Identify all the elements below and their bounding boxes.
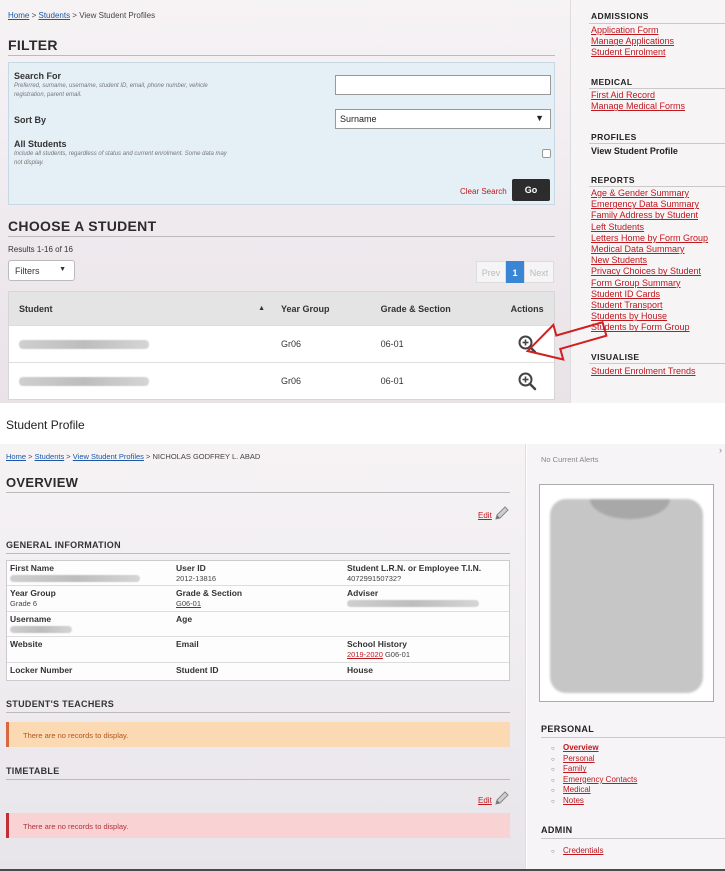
sidebar-link[interactable]: Age & Gender Summary <box>591 188 690 198</box>
student-photo <box>550 499 703 693</box>
pencil-icon[interactable] <box>494 505 510 521</box>
sidebar-link[interactable]: Letters Home by Form Group <box>591 232 709 243</box>
redacted-student-name <box>19 340 149 349</box>
arrow-annotation <box>522 310 612 376</box>
breadcrumb-current: View Student Profiles <box>79 11 156 20</box>
clear-search-link[interactable]: Clear Search <box>460 187 507 196</box>
student-id-label: Student ID <box>176 665 219 675</box>
search-label: Search For <box>14 71 62 81</box>
sidebar-item-view-student-profile[interactable]: View Student Profile <box>591 146 678 156</box>
student-search-page <box>0 0 725 403</box>
sidebar-link[interactable]: First Aid Record <box>591 90 656 100</box>
filters-dropdown[interactable] <box>8 260 75 281</box>
sidebar-link[interactable]: Student Enrolment <box>591 47 666 58</box>
year-group-value: Grade 6 <box>10 599 38 608</box>
students-table <box>8 291 555 400</box>
chevron-right-icon[interactable]: › <box>719 445 722 455</box>
school-history-label: School History <box>347 639 407 649</box>
divider <box>8 55 555 56</box>
breadcrumb: Home > Students > View Student Profiles <box>8 11 156 20</box>
sidebar-heading-medical: MEDICAL <box>591 77 633 87</box>
sidebar-item-overview[interactable]: ○ Overview <box>563 743 637 754</box>
sidebar-item-notes[interactable]: ○ Notes <box>563 796 637 807</box>
table-row <box>7 637 509 663</box>
chevron-down-icon: ▼ <box>59 266 66 273</box>
choose-student-heading: CHOOSE A STUDENT <box>8 218 157 234</box>
pagination <box>476 261 554 283</box>
age-label: Age <box>176 614 193 624</box>
filters-label: Filters <box>15 266 40 276</box>
next-page-button[interactable]: Next <box>524 261 554 283</box>
grade-section-cell: 06-01 <box>380 376 404 386</box>
divider <box>541 838 725 839</box>
edit-link[interactable]: Edit <box>478 511 492 520</box>
sidebar-link[interactable]: Students by House <box>591 311 668 322</box>
chevron-down-icon: ▼ <box>535 113 544 123</box>
student-photo-frame <box>539 484 714 702</box>
sidebar-heading-admissions: ADMISSIONS <box>591 11 649 21</box>
all-students-label: All Students <box>14 139 67 149</box>
admissions-links <box>591 25 674 59</box>
sort-by-select[interactable] <box>335 109 551 129</box>
divider <box>589 23 725 24</box>
sidebar-link[interactable]: Family Address by Student <box>591 210 699 221</box>
sidebar-item-family[interactable]: ○ Family <box>563 764 637 775</box>
alerts-status: No Current Alerts <box>541 455 599 464</box>
divider <box>8 236 555 237</box>
username-label: Username <box>10 614 52 624</box>
section-caption: Student Profile <box>6 418 85 432</box>
table-row <box>9 325 554 362</box>
sort-label: Sort By <box>14 115 47 125</box>
breadcrumb-profiles[interactable]: View Student Profiles <box>72 452 144 461</box>
redacted-adviser <box>347 600 479 607</box>
year-group-label: Year Group <box>10 588 56 598</box>
all-students-checkbox[interactable] <box>542 149 551 158</box>
divider <box>6 712 510 713</box>
search-help: Preferred, surname, username, student ID, email, phone number, vehicle registration, parent email. <box>14 83 208 98</box>
table-row <box>7 663 509 681</box>
sidebar-item-personal[interactable]: ○ Personal <box>563 754 637 765</box>
col-actions: Actions <box>510 303 544 314</box>
lrn-value: 407299150732? <box>347 574 402 583</box>
user-id-label: User ID <box>176 563 206 573</box>
timetable-heading: TIMETABLE <box>6 766 60 776</box>
divider <box>589 143 725 144</box>
sidebar-item-credentials[interactable]: ○ Credentials <box>563 846 603 857</box>
sidebar-link[interactable]: Students by Form Group <box>591 322 690 333</box>
lrn-label: Student L.R.N. or Employee T.I.N. <box>347 563 482 573</box>
locker-number-label: Locker Number <box>10 665 73 675</box>
website-label: Website <box>10 639 43 649</box>
search-input[interactable] <box>335 75 551 95</box>
sidebar-heading-admin: ADMIN <box>541 825 573 835</box>
grade-section-cell: 06-01 <box>380 339 404 349</box>
redacted-first-name <box>10 575 140 582</box>
breadcrumb-home[interactable]: Home <box>8 11 30 20</box>
all-students-help: Include all students, regardless of status and current enrolment. Some data may not display. <box>14 151 227 166</box>
house-label: House <box>347 665 373 675</box>
profile-sidebar <box>527 444 725 871</box>
table-row <box>7 561 509 586</box>
results-count: Results 1-16 of 16 <box>8 245 73 254</box>
divider <box>6 779 510 780</box>
table-row <box>9 362 554 399</box>
divider <box>6 492 510 493</box>
divider <box>541 737 725 738</box>
sidebar-heading-personal: PERSONAL <box>541 724 595 734</box>
redacted-username <box>10 626 72 633</box>
personal-links <box>563 743 637 807</box>
divider <box>589 88 725 89</box>
year-group-cell: Gr06 <box>281 376 302 386</box>
sidebar-link[interactable]: Manage Medical Forms <box>591 101 686 112</box>
sort-caret-icon: ▲ <box>258 305 266 312</box>
current-page-button[interactable]: 1 <box>506 261 524 283</box>
breadcrumb: Home > Students > View Student Profiles > NICHOLAS GODFREY L. ABAD <box>6 452 261 461</box>
sidebar-link[interactable]: Manage Applications <box>591 36 675 47</box>
col-year-group[interactable]: Year Group <box>281 303 330 314</box>
sidebar-item-medical[interactable]: ○ Medical <box>563 785 637 796</box>
sidebar-link[interactable]: Medical Data Summary <box>591 244 685 255</box>
overview-heading: OVERVIEW <box>6 475 79 490</box>
divider <box>6 553 510 554</box>
sidebar-link[interactable]: Student ID Cards <box>591 288 661 299</box>
table-row <box>7 612 509 637</box>
adviser-label: Adviser <box>347 588 379 598</box>
user-id-value: 2012-13816 <box>176 574 217 583</box>
sidebar-link[interactable]: Student Enrolment Trends <box>591 366 696 376</box>
sidebar-link[interactable]: Privacy Choices by Student <box>591 266 702 277</box>
redacted-student-name <box>19 377 149 386</box>
filter-panel <box>8 62 555 205</box>
table-row <box>7 586 509 612</box>
sidebar-heading-visualise: VISUALISE <box>591 352 640 362</box>
main-content <box>0 0 570 403</box>
first-name-label: First Name <box>10 563 54 573</box>
col-grade-section[interactable]: Grade & Section <box>380 303 451 314</box>
teachers-empty-alert: There are no records to display. <box>6 722 510 747</box>
col-student[interactable]: Student ▲ <box>19 303 266 314</box>
grade-section-label: Grade & Section <box>176 588 243 598</box>
sidebar-link[interactable]: Student Transport <box>591 300 663 311</box>
pencil-icon[interactable] <box>494 790 510 806</box>
sidebar-link[interactable]: New Students <box>591 255 648 266</box>
admin-links <box>563 846 603 857</box>
sidebar-link[interactable]: Emergency Data Summary <box>591 199 700 210</box>
sidebar-link[interactable]: Application Form <box>591 25 659 35</box>
breadcrumb-home[interactable]: Home <box>6 452 27 461</box>
profile-main <box>0 444 526 871</box>
divider <box>589 186 725 187</box>
sidebar-link[interactable]: Left Students <box>591 221 645 232</box>
sidebar-heading-profiles: PROFILES <box>591 132 637 142</box>
breadcrumb-current: NICHOLAS GODFREY L. ABAD <box>152 452 261 461</box>
filter-heading: FILTER <box>8 37 58 53</box>
medical-links <box>591 90 685 112</box>
table-header <box>9 292 554 325</box>
sort-value: Surname <box>340 114 377 124</box>
timetable-empty-alert: There are no records to display. <box>6 813 510 838</box>
email-label: Email <box>176 639 199 649</box>
school-history-section: G06-01 <box>384 650 410 659</box>
breadcrumb-students[interactable]: Students <box>34 452 65 461</box>
edit-link[interactable]: Edit <box>478 796 492 805</box>
general-info-table <box>6 560 510 681</box>
breadcrumb-students[interactable]: Students <box>38 11 71 20</box>
student-profile-page <box>0 444 725 871</box>
sidebar-item-emergency-contacts[interactable]: ○ Emergency Contacts <box>563 775 637 786</box>
grade-section-link[interactable]: G06-01 <box>176 599 202 608</box>
sidebar-link[interactable]: Form Group Summary <box>591 277 681 288</box>
sidebar-heading-reports: REPORTS <box>591 175 635 185</box>
general-info-heading: GENERAL INFORMATION <box>6 540 121 550</box>
go-button[interactable]: Go <box>512 179 550 201</box>
school-history-year-link[interactable]: 2019-2020 <box>347 650 383 659</box>
year-group-cell: Gr06 <box>281 339 302 349</box>
teachers-heading: STUDENT'S TEACHERS <box>6 699 115 709</box>
prev-page-button[interactable]: Prev <box>476 261 506 283</box>
